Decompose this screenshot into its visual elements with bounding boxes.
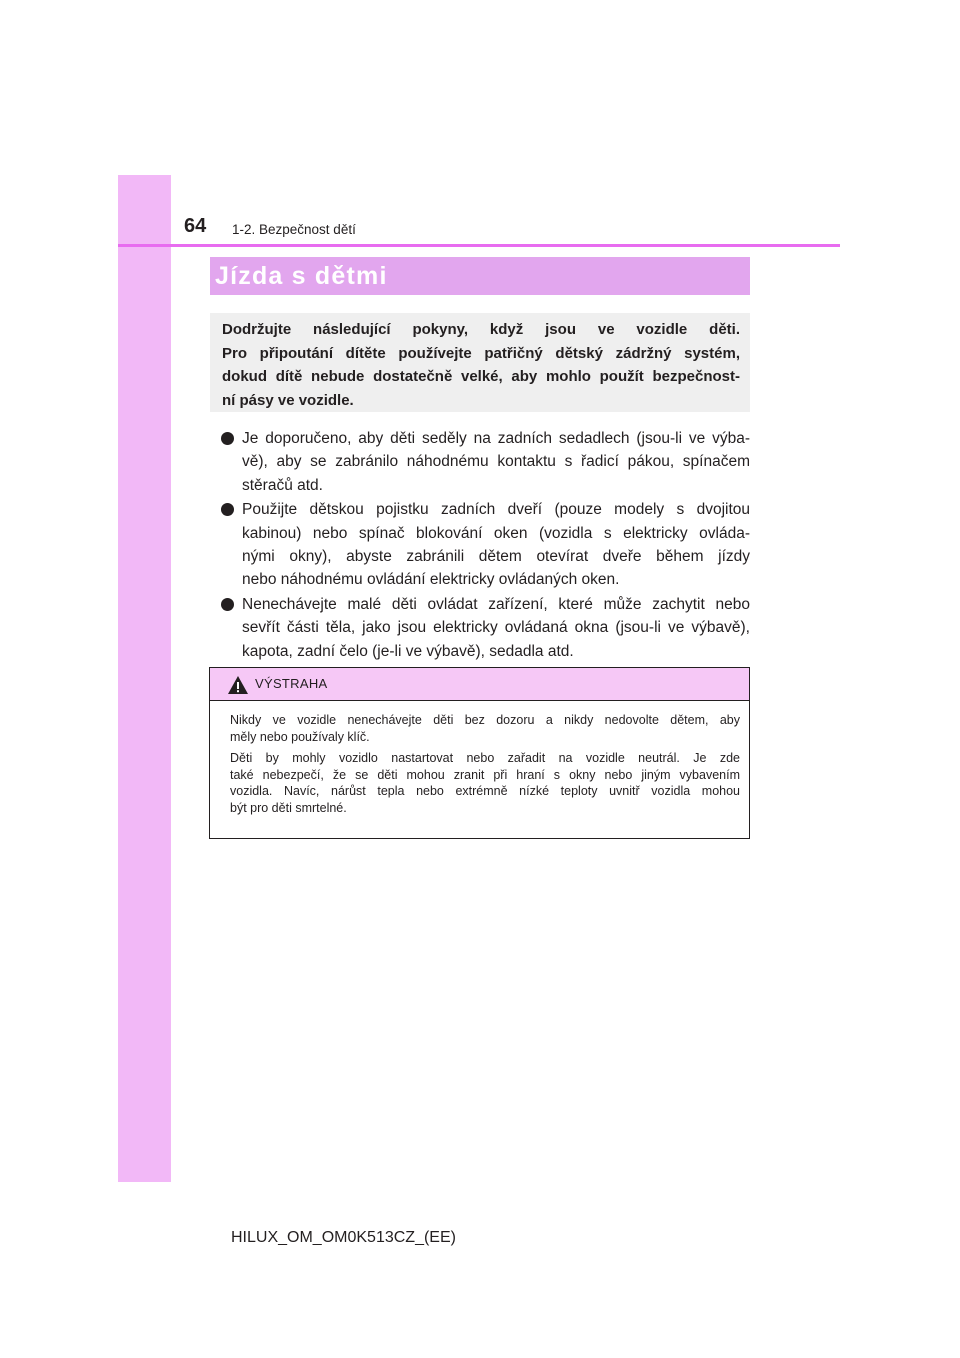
section-title: Jízda s dětmi (215, 262, 388, 290)
section-title-bar (210, 257, 750, 295)
warning-line: vozidla. Navíc, nárůst tepla nebo extrémně nízké teploty uvnitř vozidla mohou (230, 784, 740, 799)
warning-body (210, 701, 749, 817)
bullet-line: nými okny), abyste zabránili dětem otevírat dveře během jízdy (242, 548, 750, 566)
warning-line: měly nebo používaly klíč. (230, 729, 370, 744)
warning-line: také nebezpečí, že se děti mohou zranit při hraní s okny nebo jiným vybavením (230, 767, 740, 782)
bullet-item (221, 593, 750, 663)
intro-line: Dodržujte následující pokyny, když jsou ve vozidle děti. (222, 321, 740, 338)
warning-paragraph (230, 712, 740, 745)
warning-line: být pro děti smrtelné. (230, 800, 347, 815)
warning-paragraph (230, 750, 740, 816)
warning-line: Nikdy ve vozidle nenechávejte děti bez dozoru a nikdy nedovolte dětem, aby (230, 713, 740, 727)
page-number: 64 (184, 215, 207, 237)
bullet-list (221, 427, 750, 664)
bullet-line: sevřít části těla, jako jsou elektricky ovládaná okna (jsou-li ve výbavě), (242, 619, 750, 637)
bullet-item (221, 427, 750, 497)
chapter-title: 1-2. Bezpečnost dětí (232, 222, 356, 237)
bullet-dot-icon (221, 432, 234, 445)
bullet-line: vě), aby se zabránilo náhodnému kontaktu s řadicí pákou, spínačem (242, 453, 750, 471)
side-thumb-tab (118, 175, 171, 1182)
warning-header (210, 668, 749, 701)
bullet-line: nebo náhodnému ovládání elektricky ovládaných oken. (242, 571, 620, 589)
bullet-line: kapota, zadní čelo (je-li ve výbavě), sedadla atd. (242, 642, 574, 660)
warning-box (209, 667, 750, 839)
bullet-line: Použijte dětskou pojistku zadních dveří (pouze modely s dvojitou (242, 501, 750, 519)
bullet-dot-icon (221, 503, 234, 516)
bullet-line: stěračů atd. (242, 476, 323, 494)
intro-line: Pro připoutání dítěte používejte patřičný dětský zádržný systém, (222, 344, 740, 362)
bullet-line: Je doporučeno, aby děti seděly na zadních sedadlech (jsou-li ve výba- (242, 430, 750, 447)
header-rule (118, 244, 840, 247)
warning-triangle-icon (227, 675, 249, 695)
bullet-line: kabinou) nebo spínač blokování oken (vozidla s elektricky ovláda- (242, 524, 750, 542)
intro-box (210, 313, 750, 412)
bullet-item (221, 498, 750, 592)
warning-label: VÝSTRAHA (255, 676, 328, 691)
warning-line: Děti by mohly vozidlo nastartovat nebo zařadit na vozidle neutrál. Je zde (230, 751, 740, 766)
intro-line: dokud dítě nebude dostatečně velké, aby mohlo použít bezpečnost- (222, 368, 740, 385)
intro-line: ní pásy ve vozidle. (222, 391, 354, 409)
bullet-dot-icon (221, 598, 234, 611)
document-code: HILUX_OM_OM0K513CZ_(EE) (231, 1229, 456, 1246)
bullet-line: Nenechávejte malé děti ovládat zařízení, které může zachytit nebo (242, 595, 750, 613)
